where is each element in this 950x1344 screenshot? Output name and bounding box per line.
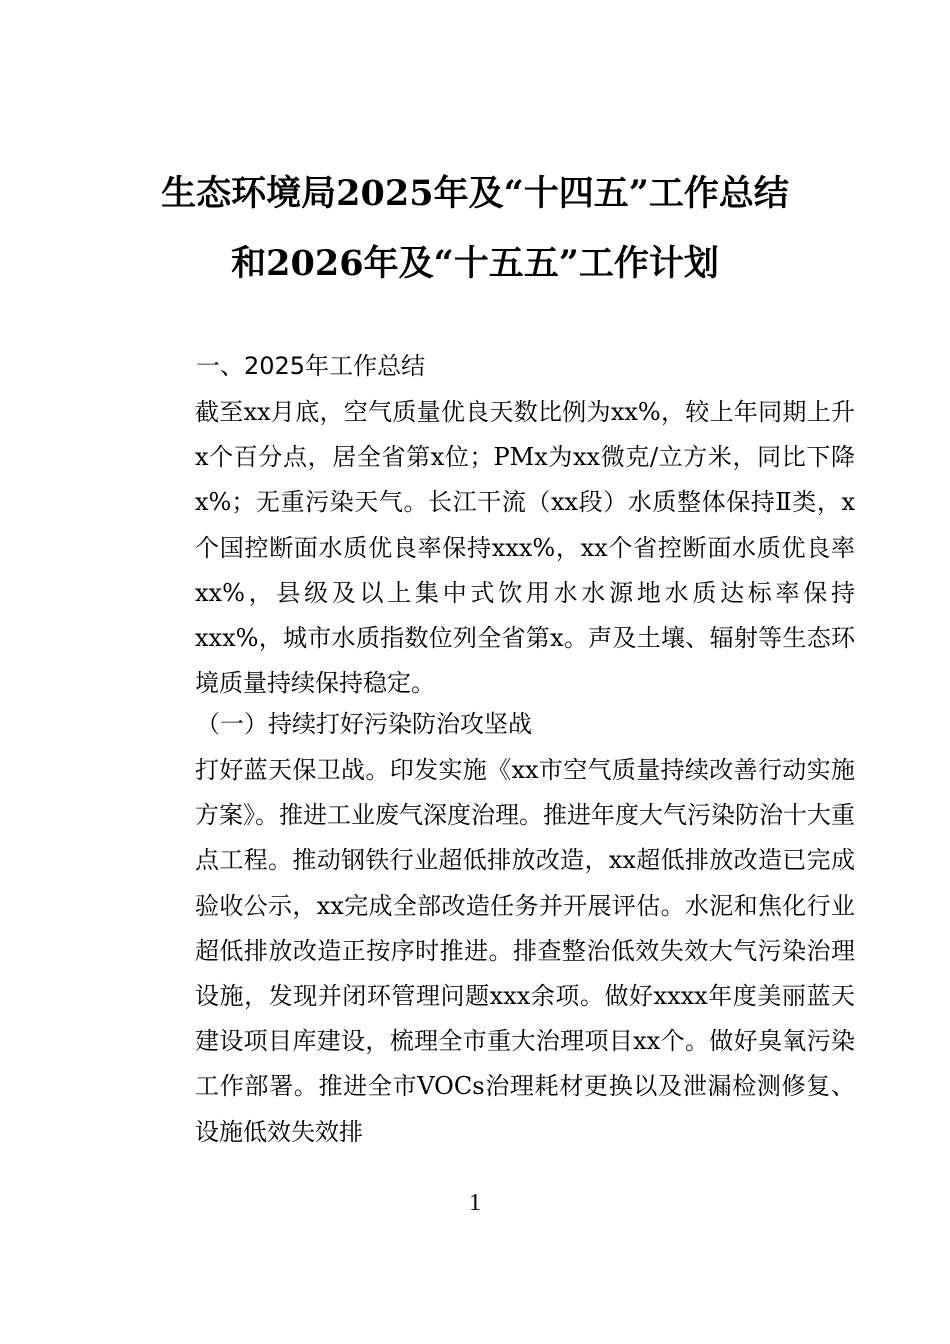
subsection-heading: （一）持续打好污染防治攻坚战 [196,710,532,738]
document-title-line-1: 生态环境局2025年及“十四五”工作总结 [161,173,789,214]
section-paragraph: 截至xx月底，空气质量优良天数比例为xx%，较上年同期上升x个百分点，居全省第x位；PMx为xx微克/立方米，同比下降x%；无重污染天气。长江干流（xx段）水质整体保持Ⅱ类，x个国控断面水质优良率保持xxx%，xx个省控断面水质优良率xx%，县级及以上集中式饮用水水源地水质达标率保持xxx%，城市水质指数位列全省第x。声及土壤、辐射等生态环境质量持续保持稳定。 [195,398,855,698]
document-title-line-2: 和2026年及“十五五”工作计划 [231,243,719,284]
subsection-paragraph: 打好蓝天保卫战。印发实施《xx市空气质量持续改善行动实施方案》。推进工业废气深度治理。推进年度大气污染防治十大重点工程。推动钢铁行业超低排放改造，xx超低排放改造已完成验收公示，xx完成全部改造任务并开展评估。水泥和焦化行业超低排放改造正按序时推进。排查整治低效失效大气污染治理设施，发现并闭环管理问题xxx余项。做好xxxx年度美丽蓝天建设项目库建设，梳理全市重大治理项目xx个。做好臭氧污染工作部署。推进全市VOCs治理耗材更换以及泄漏检测修复、设施低效失效排 [195,756,855,1146]
page-number: 1 [469,1190,481,1216]
section-heading: 一、2025年工作总结 [196,352,426,380]
